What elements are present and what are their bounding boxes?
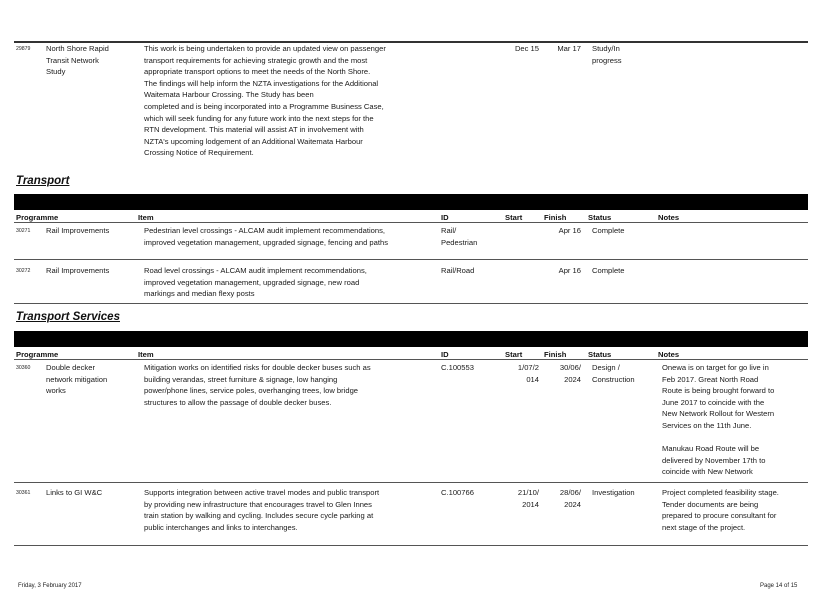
item-cell: This work is being undertaken to provide an updated view on passenger transport requirements for achieving strategic growth and the most appropriate transport options to meet the needs of the North Shore. The findings will help inform the NZTA investigations for the Additional Waitemata Harbour Crossing. The Study has been completed and is being incorporated into a Programme Business Case, which will seek funding for any future work into the next steps for the RTN development. This material will assist AT in involvement with NZTA's upcoming lodgement of an Additional Waitemata Harbour Crossing Notice of Requirement. bbox=[144, 44, 386, 158]
programme-cell: Links to GI W&C bbox=[46, 488, 103, 497]
row-rule bbox=[14, 259, 808, 260]
finish-cell: 28/06/ 2024 bbox=[559, 488, 581, 509]
item-cell: Pedestrian level crossings - ALCAM audit implement recommendations, improved vegetation management, upgraded signage, fencing and paths bbox=[144, 226, 389, 247]
header-rule bbox=[14, 222, 808, 223]
start-cell: 1/07/2 014 bbox=[517, 363, 539, 384]
item-cell: Supports integration between active travel modes and public transport by providing new infrastructure that encourages travel to Glen Innes train station by walking and cycling. Includes secure cycle parking at public interchanges and links to interchanges. bbox=[144, 488, 380, 532]
programme-cell: Rail Improvements bbox=[46, 226, 110, 235]
column-header-programme: Programme bbox=[16, 213, 59, 222]
finish-cell: Apr 16 bbox=[558, 266, 581, 275]
column-header-notes: Notes bbox=[658, 213, 680, 222]
programme-cell: North Shore Rapid Transit Network Study bbox=[46, 44, 109, 77]
item-cell: Road level crossings - ALCAM audit implement recommendations, improved vegetation management, upgraded signage, new road markings and median flexy posts bbox=[144, 266, 367, 299]
status-cell: Study/In progress bbox=[592, 44, 622, 65]
header-rule bbox=[14, 359, 808, 360]
column-header-start: Start bbox=[505, 213, 523, 222]
column-header-id: ID bbox=[441, 350, 449, 359]
row-rule bbox=[14, 303, 808, 304]
status-cell: Complete bbox=[592, 266, 625, 275]
column-header-finish: Finish bbox=[544, 213, 567, 222]
programme-cell: Double decker network mitigation works bbox=[46, 363, 108, 396]
row-number: 29879 bbox=[16, 46, 31, 52]
section-header-bar bbox=[14, 194, 808, 210]
programme-cell: Rail Improvements bbox=[46, 266, 110, 275]
column-header-item: Item bbox=[138, 213, 154, 222]
footer-page-number: Page 14 of 15 bbox=[760, 583, 798, 589]
status-cell: Complete bbox=[592, 226, 625, 235]
id-cell: Rail/Road bbox=[441, 266, 475, 275]
start-cell: 21/10/ 2014 bbox=[517, 488, 539, 509]
column-header-item: Item bbox=[138, 350, 154, 359]
status-cell: Design / Construction bbox=[592, 363, 635, 384]
column-header-start: Start bbox=[505, 350, 523, 359]
column-header-programme: Programme bbox=[16, 350, 59, 359]
row-number: 30360 bbox=[16, 365, 31, 371]
finish-cell: 30/06/ 2024 bbox=[559, 363, 581, 384]
finish-cell: Apr 16 bbox=[558, 226, 581, 235]
notes-cell: Onewa is on target for go live in Feb 2017. Great North Road Route is being brought forward to June 2017 to coincide with the New Network Rollout for Western Services on the 11th June. Manukau Road Route will be delivered by November 17th to coincide with New Network bbox=[662, 363, 775, 477]
row-rule bbox=[14, 545, 808, 546]
start-cell: Dec 15 bbox=[514, 44, 539, 53]
column-header-notes: Notes bbox=[658, 350, 680, 359]
row-number: 30361 bbox=[16, 490, 31, 496]
section-header-bar bbox=[14, 331, 808, 347]
column-header-status: Status bbox=[588, 213, 612, 222]
finish-cell: Mar 17 bbox=[557, 44, 581, 53]
section-heading-transport: Transport bbox=[16, 175, 70, 187]
id-cell: C.100766 bbox=[441, 488, 474, 497]
column-header-finish: Finish bbox=[544, 350, 567, 359]
item-cell: Mitigation works on identified risks for double decker buses such as building verandas, street furniture & signage, low hanging power/phone lines, service poles, overhanging trees, low bridge structures to allow the passage of double decker buses. bbox=[144, 363, 371, 407]
status-cell: Investigation bbox=[592, 488, 635, 497]
section-heading-transport-services: Transport Services bbox=[16, 311, 120, 323]
row-rule bbox=[14, 482, 808, 483]
id-cell: C.100553 bbox=[441, 363, 474, 372]
row-number: 30272 bbox=[16, 268, 31, 274]
column-header-id: ID bbox=[441, 213, 449, 222]
notes-cell: Project completed feasibility stage. Tender documents are being prepared to procure consultant for next stage of the project. bbox=[662, 488, 779, 532]
footer-date: Friday, 3 February 2017 bbox=[18, 583, 82, 589]
column-header-status: Status bbox=[588, 350, 612, 359]
row-number: 30271 bbox=[16, 228, 31, 234]
id-cell: Rail/ Pedestrian bbox=[441, 226, 478, 247]
